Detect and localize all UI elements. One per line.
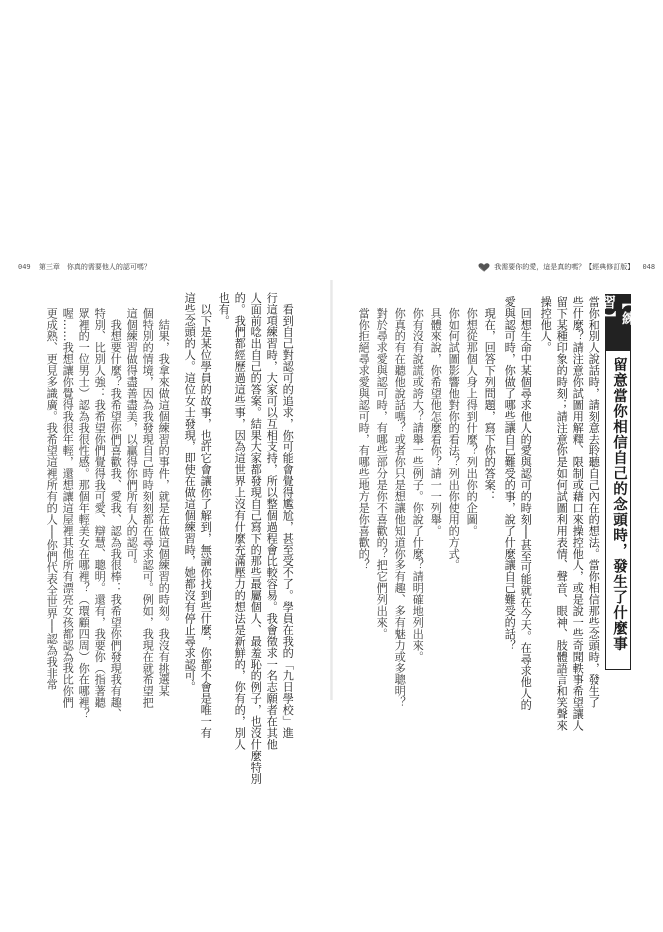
right-question-7: 當你拒絕尋求愛與認可時，有哪些地方是你喜歡的？ <box>357 296 371 571</box>
right-col-2: 些什麼？請注意你試圖用解釋、限制或藉口來操控他人，或是說一些奇聞軼事希望讓人 <box>571 296 585 732</box>
left-quote-1: 結果，我拿來做這個練習的事件，就是在做這個練習的時刻。我沒有挑選某 <box>157 296 171 697</box>
right-question-4: 你有沒有說謊或誇大？請舉一些例子。你說了什麼？請明確地列出來。 <box>411 296 425 663</box>
left-quote-7: 喔……我想讓你覺得我很年輕，還想讓這屋裡其他所有漂亮女孩都認為我比你們 <box>61 296 75 709</box>
section-title-box <box>600 294 636 670</box>
left-quote-5: 特別、比別人強：我希望你們覺得我可愛、辯慧、聰明。還有，我要你（指著聽 <box>93 296 107 709</box>
left-running-header <box>18 262 151 272</box>
right-col-4: 操控他人。 <box>539 296 553 354</box>
right-col-6: 愛與認可時，你做了哪些讓自己難受的事，說了什麼讓自己難受的話？ <box>503 296 517 651</box>
right-page-number: 048 <box>642 263 656 271</box>
left-quote-8: 更成熟、更見多識廣。我希望這裡所有的人──你們代表全世界──認為我非常 <box>45 296 59 691</box>
left-quote-2: 個特別的情境，因為我發現自己時時刻刻都在尋求認可。例如，我現在就希望把 <box>141 296 155 709</box>
section-title: 留意當你相信自己的念頭時，發生了什麼事 <box>611 357 627 652</box>
right-col-3: 留下某種印象的時刻；請注意你是如何試圖利用表情、聲音、眼神、肢體語言和笑聲來 <box>555 296 569 732</box>
right-question-2: 你如何試圖影響他對你的看法？列出你使用的方式。 <box>447 296 461 571</box>
left-col-3: 人面前唸出自己的答案。結果大家都發現自己寫下的那些最屬個人、最羞恥的例子，也沒什麼特別 <box>249 292 263 785</box>
right-col-7: 現在，回答下列問題，寫下你的答案： <box>483 296 497 503</box>
left-col-6: 以下是某位學員的故事，也許它會讓你了解到，無論你找到些什麼，你都不會是唯一有 <box>199 292 213 739</box>
right-col-5: 回想生命中某個尋求他人的愛與認可的時刻──甚至可能就在今天。在尋求他人的 <box>519 296 533 711</box>
right-question-5: 你真的有在聽他說話嗎？或者你只是想讓他知道你多有趣、多有魅力或多聰明？ <box>393 296 407 709</box>
right-col-1: 當你和別人說話時，請刻意去聆聽自己內在的想法。當你相信那些念頭時，發生了 <box>587 296 601 709</box>
right-question-6: 對於尋求愛與認可時，有哪些部分是你不喜歡的？把它們列出來。 <box>375 296 389 640</box>
left-col-5: 也有。 <box>217 292 231 327</box>
left-col-1: 看到自己對認可的追求，你可能會覺得尷尬，甚至受不了。學員在我的「九日學校」進 <box>281 292 295 739</box>
left-col-2: 行這項練習時，大家可以互相支持，所以整個過程會比較容易。我會徵求一名志願者在其他 <box>265 292 279 750</box>
heart-icon <box>478 263 490 272</box>
left-col-4: 的。我們都經歷過這些事，因為這世界上沒有什麼充滿壓力的想法是新鮮的，你有的，別人 <box>233 292 247 750</box>
left-running-title: 第三章 你真的需要他人的認可嗎？ <box>38 263 151 271</box>
left-quote-6: 眾裡的一位男士）認為我很性感。那個年輕美女在哪裡？（環顧四周）你在哪裡？ <box>77 296 91 720</box>
right-running-title: 我需要你的愛，這是真的嗎？【經典修訂版】 <box>494 263 635 271</box>
left-quote-4: 我想要什麼？我希望你們喜歡我、愛我、認為我很棒：我希望你們發現我有趣、 <box>109 296 123 720</box>
left-page-number: 049 <box>18 263 31 271</box>
right-running-header <box>478 262 655 272</box>
spine-gutter <box>330 280 333 700</box>
left-col-7: 這些念頭的人。這位女士發現，即使在做這個練習時，她都沒有停止尋求認可。 <box>183 292 197 693</box>
left-quote-3: 這個練習做得盡善盡美，以贏得你們所有人的認可。 <box>125 296 139 571</box>
section-tag: 【練習】 <box>606 295 630 351</box>
right-question-3: 具體來說，你希望他怎麼看你？請一一列舉。 <box>429 296 443 537</box>
right-question-1: 你想從那個人身上得到什麼？列出你的企圖。 <box>465 296 479 537</box>
